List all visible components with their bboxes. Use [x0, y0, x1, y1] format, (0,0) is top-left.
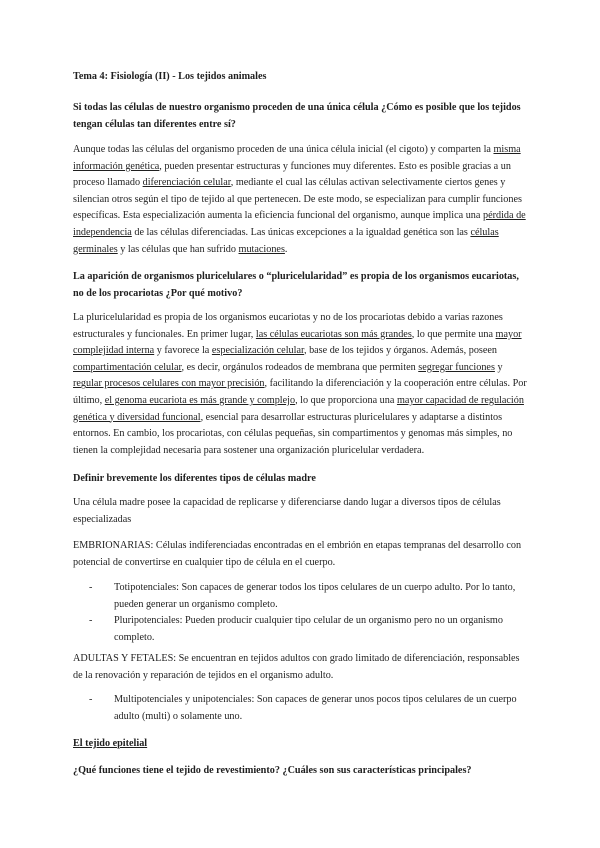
- underline-mas-grandes: las células eucariotas son más grandes: [255, 328, 412, 340]
- stem-cell-intro: Una célula madre posee la capacidad de replicarse y diferenciarse dando lugar a diversos tipos de células especializadas: [73, 497, 501, 525]
- list-item: - Pluripotenciales: Pueden producir cualquier tipo celular de un organismo pero no un organismo completo.: [89, 615, 503, 643]
- underline-perdida: pérdida de independencia: [73, 210, 526, 238]
- adult-paragraph: ADULTAS Y FETALES: Se encuentran en tejidos adultos con grado limitado de diferenciación, responsables de la renovación y reparación de tejidos en el organismo adulto.: [73, 653, 520, 681]
- dash-bullet: -: [89, 582, 93, 593]
- underline-complejidad: mayor complejidad interna: [73, 328, 522, 357]
- underline-compartimentacion: compartimentación celular: [73, 361, 182, 373]
- question-2: La aparición de organismos pluricelulares o “pluricelularidad” es propia de los organismos eucariotas, no de los procariotas ¿Por qué motivo?: [73, 271, 519, 299]
- question-3: Definir brevemente los diferentes tipos de células madre: [73, 473, 316, 484]
- underline-misma-informacion: misma información genética: [73, 144, 521, 172]
- dash-bullet: -: [89, 694, 93, 705]
- underline-diferenciacion: diferenciación celular: [142, 177, 231, 189]
- embryonic-paragraph: EMBRIONARIAS: Células indiferenciadas encontradas en el embrión en etapas tempranas del desarrollo con potencial de convertirse en cualquier tipo de célula en el cuerpo.: [73, 540, 522, 568]
- document-title: Tema 4: Fisiología (II) - Los tejidos animales: [73, 71, 267, 82]
- embryonic-list: [89, 580, 530, 646]
- underline-especializacion: especialización celular: [211, 345, 304, 357]
- underline-regular: regular procesos celulares con mayor precisión: [73, 378, 265, 390]
- list-item: - Totipotenciales: Son capaces de generar todos los tipos celulares de un cuerpo adulto. Por lo tanto, pueden generar un organismo completo.: [89, 582, 516, 610]
- answer-2: La pluricelularidad es propia de los organismos eucariotas y no de los procariotas debido a varias razones estructurales y funcionales. En primer lugar, las células eucariotas son más grandes, lo que permite una mayor complejidad interna y favorece la especialización celular, base de los tejidos y órganos. Además, poseen compartimentación celular, es decir, orgánulos rodeados de membrana que permiten segregar funciones y regular procesos celulares con mayor precisión, facilitando la diferenciación y la cooperación entre células. Por último, el genoma eucariota es más grande y complejo, lo que proporciona una mayor capacidad de regulación genética y diversidad funcional, esencial para desarrollar estructuras pluricelulares y adaptarse a distintos entornos. En cambio, los procariotas, con células pequeñas, sin compartimentos y genomas más simples, no tienen la complejidad necesaria para sostener una organización pluricelular verdadera.: [73, 312, 527, 456]
- underline-mutaciones: mutaciones: [238, 243, 285, 255]
- underline-genoma: el genoma eucariota es más grande y complejo: [104, 394, 296, 406]
- underline-segregar: segregar funciones: [418, 361, 495, 373]
- answer-1: Aunque todas las células del organismo proceden de una única célula inicial (el cigoto) y comparten la misma información genética, pueden presentar estructuras y funciones muy diferentes. Esto es posible gracias a un proceso llamado diferenciación celular, mediante el cual las células activan selectivamente ciertos genes y silencian otros según el tipo de tejido al que pertenecen. De este modo, se especializan para cumplir funciones específicas. Esta especialización aumenta la eficiencia funcional del organismo, aunque implica una pérdida de independencia de las células diferenciadas. Las únicas excepciones a la igualdad genética son las células germinales y las células que han sufrido mutaciones.: [73, 144, 526, 255]
- question-1: Si todas las células de nuestro organismo proceden de una única célula ¿Cómo es posible que los tejidos tengan células tan diferentes entre sí?: [73, 102, 521, 130]
- dash-bullet: -: [89, 615, 93, 627]
- underline-regulacion: mayor capacidad de regulación genética y diversidad funcional: [73, 394, 524, 423]
- list-item: - Multipotenciales y unipotenciales: Son capaces de generar unos pocos tipos celulares de un cuerpo adulto (multi) o solamente uno.: [89, 694, 517, 722]
- question-4: ¿Qué funciones tiene el tejido de revestimiento? ¿Cuáles son sus características principales?: [73, 765, 472, 776]
- adult-list: [89, 692, 530, 725]
- underline-germinales: células germinales: [73, 226, 499, 255]
- section-heading: El tejido epitelial: [73, 738, 148, 749]
